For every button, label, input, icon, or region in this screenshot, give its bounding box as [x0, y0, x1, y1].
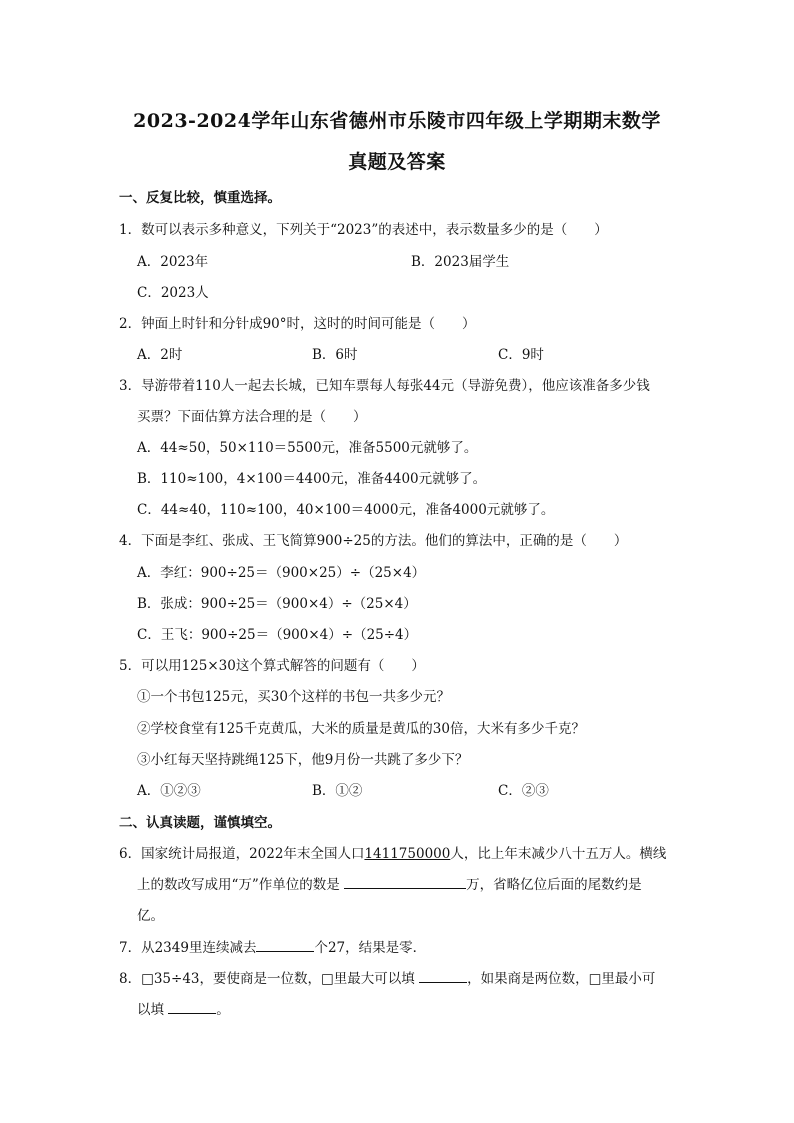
question-3-option-c: C．44≈40，110≈100，40×100＝4000元，准备4000元就够了。	[137, 502, 555, 518]
question-6-line-2	[137, 873, 642, 893]
question-1-option-c: C．2023人	[137, 285, 209, 301]
question-4-option-a: A．李红：900÷25＝（900×25）÷（25×4）	[137, 565, 426, 581]
question-3-stem-line-1: 3．导游带着110人一起去长城，已知车票每人每张44元（导游免费），他应该准备多少钱	[119, 378, 650, 394]
question-4-option-b: B．张成：900÷25＝（900×4）÷（25×4）	[137, 596, 417, 612]
question-6-line-1	[119, 842, 666, 862]
question-6-text-2: 人，比上年末减少八十五万人。横线	[450, 846, 667, 862]
question-8-answer-blank-2[interactable]	[168, 999, 216, 1014]
question-8-answer-blank-1[interactable]	[419, 968, 467, 983]
section-1-heading: 一、反复比较，慎重选择。	[119, 190, 281, 206]
question-4-option-c: C．王飞：900÷25＝（900×4）÷（25÷4）	[137, 627, 418, 643]
question-5-item-1: ①一个书包125元，买30个这样的书包一共多少元？	[137, 689, 450, 705]
question-6-answer-blank-1[interactable]	[344, 874, 466, 889]
question-6-text-5: 亿。	[137, 908, 164, 924]
question-7-text-2: 个27，结果是零．	[314, 940, 427, 956]
question-8-line-1	[119, 967, 655, 987]
page-title-line-2: 真题及答案	[348, 151, 446, 173]
question-6-text-1: 6．国家统计局报道，2022年末全国人口	[119, 846, 365, 862]
question-8-text-1: 8．□35÷43，要使商是一位数，□里最大可以填	[119, 971, 415, 987]
question-3-option-a: A．44≈50，50×110＝5500元，准备5500元就够了。	[137, 440, 478, 456]
question-8-text-2: ，如果商是两位数，□里最小可	[467, 971, 656, 987]
page-title-line-1: 2023-2024学年山东省德州市乐陵市四年级上学期期末数学	[133, 110, 661, 132]
question-3-option-b: B．110≈100，4×100＝4400元，准备4400元就够了。	[137, 471, 487, 487]
question-7-text-1: 7．从2349里连续减去	[119, 940, 257, 956]
question-5-option-a: A．①②③	[137, 783, 201, 799]
question-2-option-a: A．2时	[137, 347, 183, 363]
section-2-heading: 二、认真读题，谨慎填空。	[119, 815, 281, 831]
question-3-stem-line-2: 买票？下面估算方法合理的是（ ）	[137, 409, 367, 425]
question-1-option-b: B．2023届学生	[411, 254, 510, 270]
question-5-option-b: B．①②	[312, 783, 363, 799]
question-8-line-2	[137, 998, 230, 1018]
question-6-text-3: 上的数改写成用“万”作单位的数是	[137, 877, 340, 893]
question-2-stem: 2．钟面上时针和分针成90°时，这时的时间可能是（ ）	[119, 316, 476, 332]
question-4-stem: 4．下面是李红、张成、王飞简算900÷25的方法。他们的算法中，正确的是（ ）	[119, 533, 628, 549]
question-5-stem: 5．可以用125×30这个算式解答的问题有（ ）	[119, 658, 425, 674]
question-8-text-3: 以填	[137, 1002, 164, 1018]
question-8-text-4: 。	[216, 1002, 230, 1018]
question-7-line	[119, 936, 426, 956]
question-2-option-b: B．6时	[312, 347, 358, 363]
question-5-item-3: ③小红每天坚持跳绳125下，他9月份一共跳了多少下？	[137, 752, 469, 768]
question-6-population-number: 1411750000	[364, 846, 451, 862]
question-1-stem: 1．数可以表示多种意义，下列关于“2023”的表述中，表示数量多少的是（ ）	[119, 222, 608, 238]
question-6-text-4: 万，省略亿位后面的尾数约是	[466, 877, 642, 893]
question-1-option-a: A．2023年	[137, 254, 209, 270]
question-7-answer-blank[interactable]	[256, 937, 314, 952]
question-5-item-2: ②学校食堂有125千克黄瓜，大米的质量是黄瓜的30倍，大米有多少千克？	[137, 721, 585, 737]
question-2-option-c: C．9时	[498, 347, 544, 363]
question-5-option-c: C．②③	[498, 783, 549, 799]
